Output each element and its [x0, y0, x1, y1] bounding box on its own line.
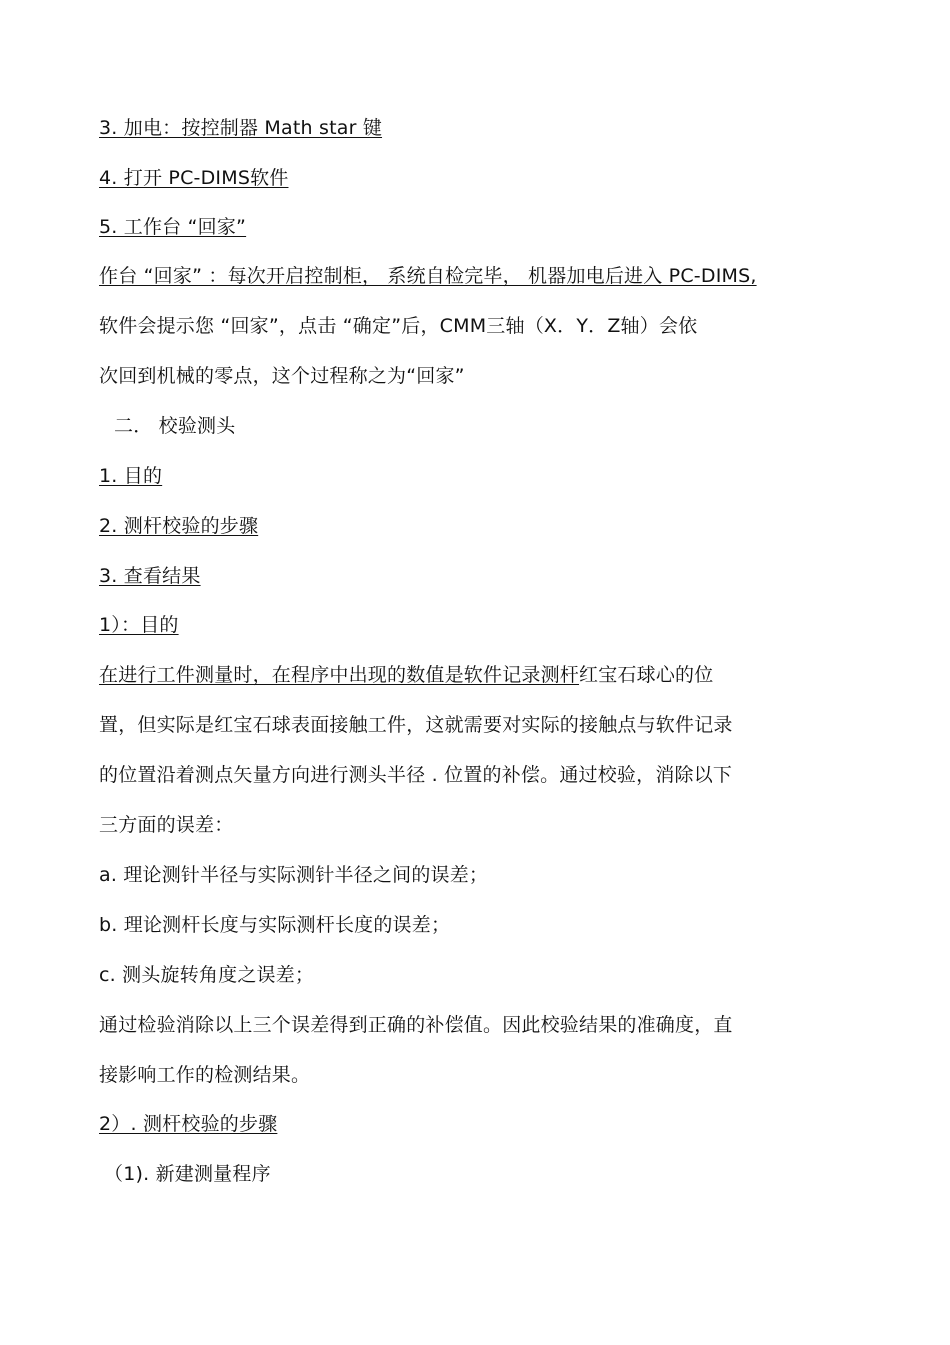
subsection-2-steps-heading: 2）. 测杆校验的步骤 — [99, 1113, 278, 1135]
step-5-homing-heading: 5. 工作台 “回家” — [99, 216, 247, 238]
homing-paragraph-line-2: 软件会提示您 “回家”，点击 “确定”后，CMM三轴（X．Y．Z轴）会依 — [99, 315, 698, 337]
subsection-1-purpose: 1）：目的 — [99, 614, 179, 636]
conclusion-line-2: 接影响工作的检测结果。 — [99, 1064, 311, 1086]
purpose-underlined-text: 在进行工件测量时，在程序中出现的数值是软件记录测杆 — [99, 664, 580, 686]
homing-paragraph-line-1: 作台 “回家” ：每次开启控制柜， 系统自检完毕， 机器加电后进入 PC-DIMS, — [99, 265, 757, 287]
error-item-c: c. 测头旋转角度之误差； — [99, 964, 315, 986]
section-2-heading: 二． 校验测头 — [114, 415, 236, 437]
purpose-paragraph-line-1 — [99, 662, 713, 688]
step-3-power-on: 3. 加电：按控制器 Math star 键 — [99, 117, 383, 139]
purpose-paragraph-line-2: 置，但实际是红宝石球表面接触工件，这就需要对实际的接触点与软件记录 — [99, 714, 733, 736]
error-item-a: a. 理论测针半径与实际测针半径之间的误差； — [99, 864, 489, 886]
step-4-open-software: 4. 打开 PC-DIMS软件 — [99, 167, 289, 189]
purpose-paragraph-line-4: 三方面的误差： — [99, 814, 234, 836]
conclusion-line-1: 通过检验消除以上三个误差得到正确的补偿值。因此校验结果的准确度，直 — [99, 1014, 733, 1036]
item-3-view-results: 3. 查看结果 — [99, 565, 201, 587]
purpose-paragraph-line-3: 的位置沿着测点矢量方向进行测头半径 . 位置的补偿。通过校验，消除以下 — [99, 764, 733, 786]
step-1-new-program: （1). 新建测量程序 — [104, 1163, 271, 1185]
item-2-calibration-steps: 2. 测杆校验的步骤 — [99, 515, 259, 537]
homing-paragraph-line-3: 次回到机械的零点，这个过程称之为“回家” — [99, 365, 465, 387]
purpose-plain-text: 红宝石球心的位 — [579, 664, 714, 686]
error-item-b: b. 理论测杆长度与实际测杆长度的误差； — [99, 914, 451, 936]
item-1-purpose: 1. 目的 — [99, 465, 163, 487]
